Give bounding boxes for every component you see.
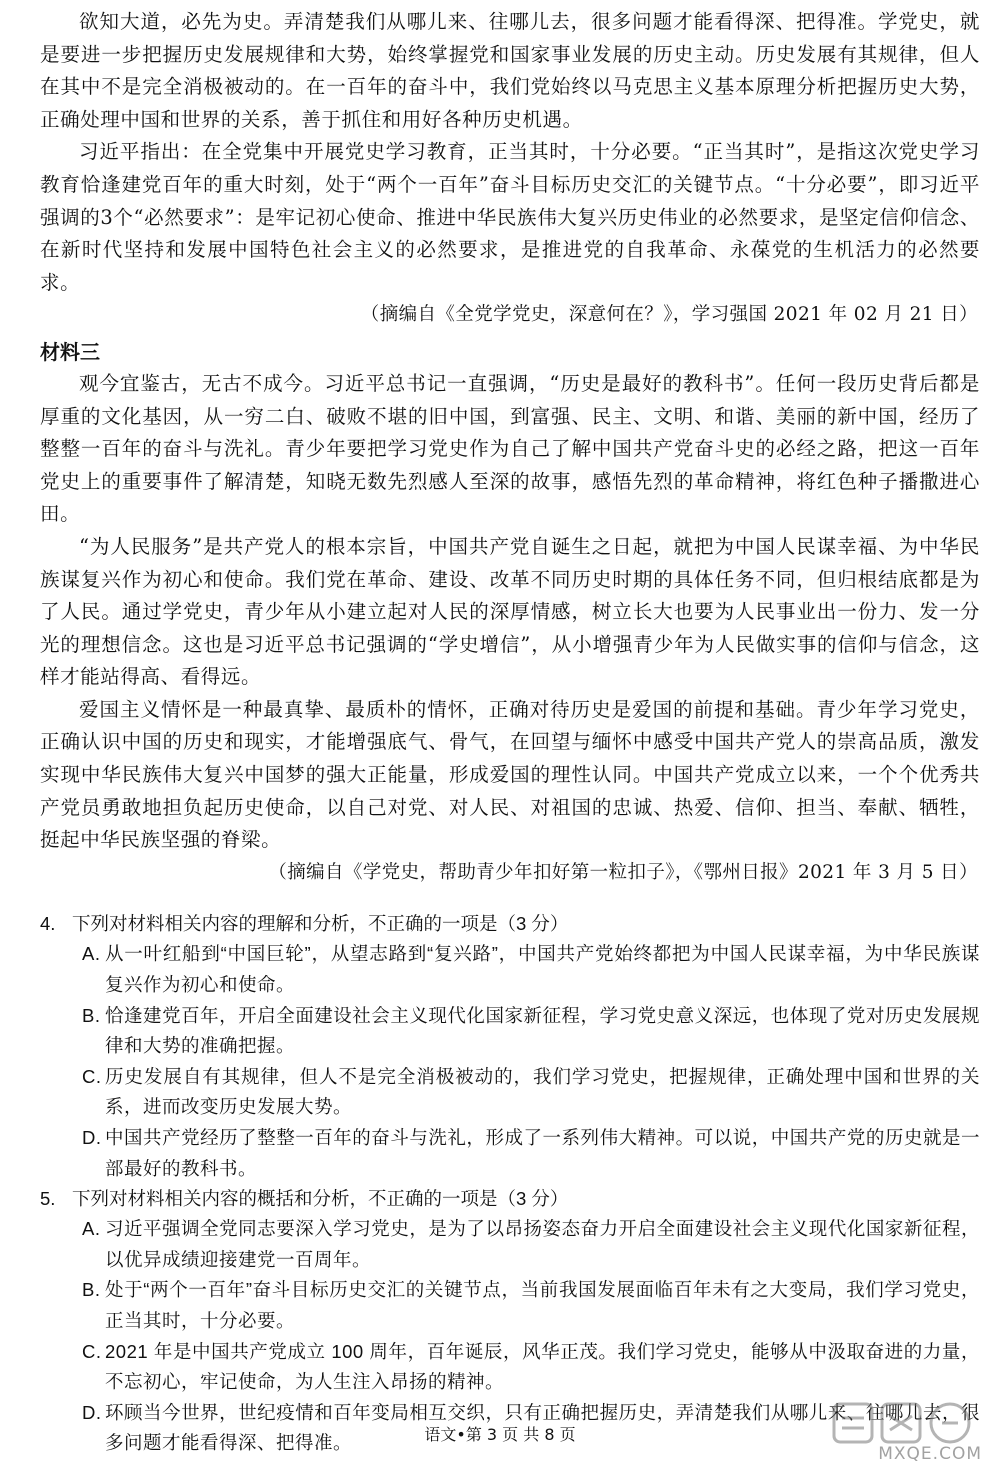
paragraph: 观今宜鉴古，无古不成今。习近平总书记一直强调，“历史是最好的教科书”。任何一段历史背后都是厚重的文化基因，从一穷二白、破败不堪的旧中国，到富强、民主、文明、和谐、美丽的新中国，经历了整整一百年的奋斗与洗礼。青少年要把学习党史作为自己了解中国共产党奋斗史的必经之路，把这一百年党史上的重要事件了解清楚，知晓无数先烈感人至深的故事，感悟先烈的革命精神，将红色种子播撒进心田。 bbox=[40, 371, 980, 526]
watermark-logo-icon bbox=[832, 1400, 982, 1446]
question-number: 5. bbox=[40, 1188, 56, 1210]
option-letter: B. bbox=[82, 1279, 101, 1301]
option-letter: B. bbox=[82, 1004, 101, 1026]
option-text: 处于“两个一百年”奋斗目标历史交汇的关键节点，当前我国发展面临百年未有之大变局，我们学习党史，正当其时，十分必要。 bbox=[105, 1279, 980, 1331]
question-text: 下列对材料相关内容的理解和分析，不正确的一项是（3 分） bbox=[72, 913, 569, 935]
option-text: 习近平强调全党同志要深入学习党史，是为了以昂扬姿态奋力开启全面建设社会主义现代化国家新征程，以优异成绩迎接建党一百周年。 bbox=[105, 1218, 980, 1270]
option-letter: D. bbox=[82, 1127, 102, 1148]
option-letter: D. bbox=[82, 1401, 102, 1423]
option-d bbox=[40, 1123, 980, 1184]
section-heading: 材料三 bbox=[40, 339, 100, 364]
option-text: 历史发展自有其规律，但人不是完全消极被动的，我们学习党史，把握规律，正确处理中国和世界的关系，进而改变历史发展大势。 bbox=[105, 1065, 980, 1118]
watermark-logo bbox=[832, 1400, 982, 1462]
option-a bbox=[40, 939, 980, 1000]
paragraph: “为人民服务”是共产党人的根本宗旨，中国共产党自诞生之日起，就把为中国人民谋幸福、为中华民族谋复兴作为初心和使命。我们党在革命、建设、改革不同历史时期的具体任务不同，但归根结底都是为了人民。通过学党史，青少年从小建立起对人民的深厚情感，树立长大也要为人民事业出一份力、发一分光的理想信念。这也是习近平总书记强调的“学史增信”，从小增强青少年为人民做实事的信仰与信念，这样才能站得高、看得远。 bbox=[40, 534, 980, 689]
exam-page bbox=[40, 6, 980, 1459]
option-text: 从一叶红船到“中国巨轮”，从望志路到“复兴路”，中国共产党始终都把为中国人民谋幸福，为中华民族谋复兴作为初心和使命。 bbox=[105, 943, 980, 996]
option-c bbox=[40, 1062, 980, 1123]
option-letter: C. bbox=[82, 1065, 102, 1087]
question-number: 4. bbox=[40, 913, 56, 935]
option-a bbox=[40, 1214, 980, 1275]
paragraph: 习近平指出：在全党集中开展党史学习教育，正当其时，十分必要。“正当其时”，是指这次党史学习教育恰逢建党百年的重大时刻，处于“两个一百年”奋斗目标历史交汇的关键节点。“十分必要”，即习近平强调的3个“必然要求”：是牢记初心使命、推进中华民族伟大复兴历史伟业的必然要求，是坚定信仰信念、在新时代坚持和发展中国特色社会主义的必然要求，是推进党的自我革命、永葆党的生机活力的必然要求。 bbox=[40, 140, 980, 294]
watermark-text: MXQE.COM bbox=[878, 1444, 982, 1464]
option-letter: C. bbox=[82, 1340, 102, 1362]
option-text: 恰逢建党百年，开启全面建设社会主义现代化国家新征程，学习党史意义深远，也体现了党对历史发展规律和大势的准确把握。 bbox=[105, 1004, 980, 1057]
option-text: 2021 年是中国共产党成立 100 周年，百年诞辰，风华正茂。我们学习党史，能够从中汲取奋进的力量，不忘初心，牢记使命，为人生注入昂扬的精神。 bbox=[105, 1340, 980, 1393]
material-three bbox=[40, 336, 980, 890]
question-stem bbox=[40, 1184, 980, 1214]
option-letter: A. bbox=[82, 943, 101, 965]
option-text: 中国共产党经历了整整一百年的奋斗与洗礼，形成了一系列伟大精神。可以说，中国共产党的历史就是一部最好的教科书。 bbox=[105, 1127, 980, 1179]
material-two-continued bbox=[40, 6, 980, 332]
paragraph: 欲知大道，必先为史。弄清楚我们从哪儿来、往哪儿去，很多问题才能看得深、把得准。学党史，就是要进一步把握历史发展规律和大势，始终掌握党和国家事业发展的历史主动。历史发展有其规律，但人在其中不是完全消极被动的。在一百年的奋斗中，我们党始终以马克思主义基本原理分析把握历史大势，正确处理中国和世界的关系，善于抓住和用好各种历史机遇。 bbox=[40, 10, 980, 131]
option-b bbox=[40, 1001, 980, 1062]
source-citation: （摘编自《全党学党史，深意何在？》，学习强国 2021 年 02 月 21 日） bbox=[360, 304, 978, 326]
option-b bbox=[40, 1275, 980, 1336]
question-4 bbox=[40, 909, 980, 1184]
option-text: 环顾当今世界，世纪疫情和百年变局相互交织，只有正确把握历史，弄清楚我们从哪儿来、往哪儿去，很多问题才能看得深、把得准。 bbox=[105, 1401, 980, 1454]
source-citation: （摘编自《学党史，帮助青少年扣好第一粒扣子》，《鄂州日报》2021 年 3 月 5 日） bbox=[268, 861, 978, 883]
option-letter: A. bbox=[82, 1218, 101, 1240]
page-footer: 语文•第 3 页 共 8 页 bbox=[424, 1425, 576, 1444]
question-text: 下列对材料相关内容的概括和分析，不正确的一项是（3 分） bbox=[72, 1188, 569, 1210]
paragraph: 爱国主义情怀是一种最真挚、最质朴的情怀，正确对待历史是爱国的前提和基础。青少年学习党史，正确认识中国的历史和现实，才能增强底气、骨气，在回望与缅怀中感受中国共产党人的崇高品质，激发实现中华民族伟大复兴中国梦的强大正能量，形成爱国的理性认同。中国共产党成立以来，一个个优秀共产党员勇敢地担负起历史使命，以自己对党、对人民、对祖国的忠诚、热爱、信仰、担当、奉献、牺牲，挺起中华民族坚强的脊梁。 bbox=[40, 697, 980, 852]
question-stem bbox=[40, 909, 980, 939]
option-c bbox=[40, 1337, 980, 1398]
question-list bbox=[40, 909, 980, 1459]
